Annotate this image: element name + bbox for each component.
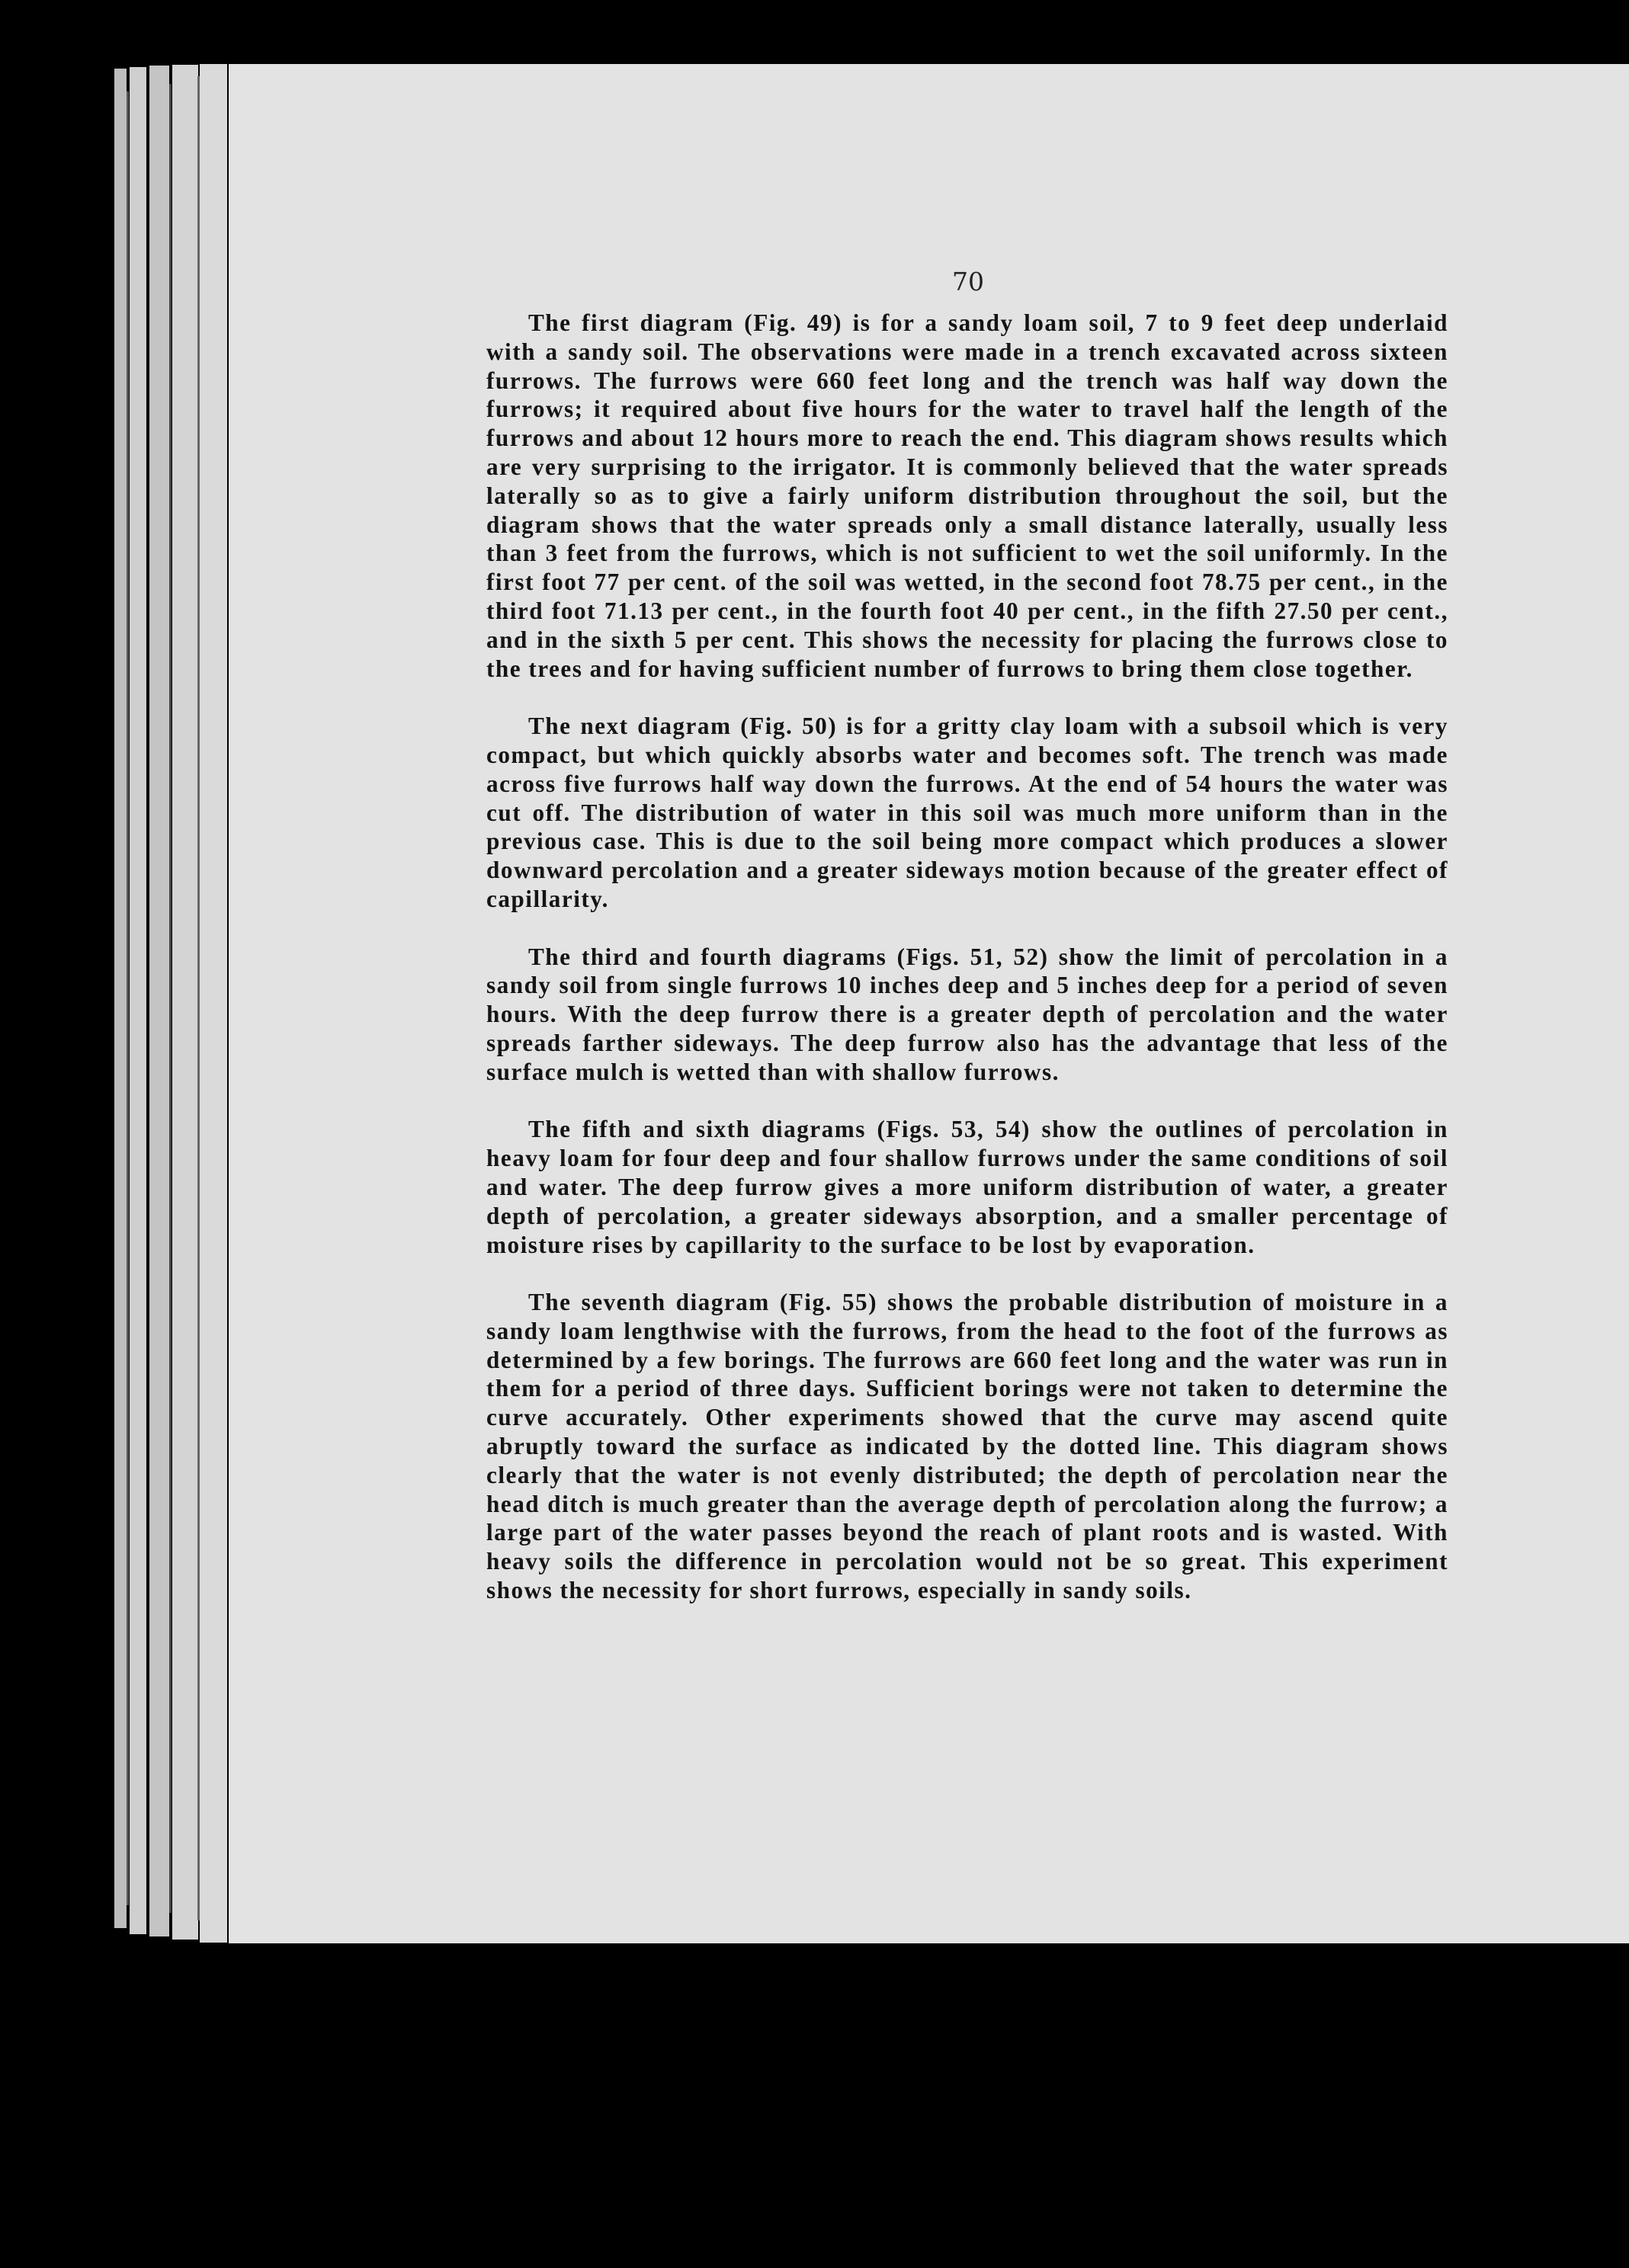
page-edge <box>114 69 127 1928</box>
paragraph: The fifth and sixth diagrams (Figs. 53, 54) show the outlines of percolation in heavy loam for four deep and four shallow furrows under the same conditions of soil and water. The deep furrow gives a more uniform distribution of water, a greater depth of percolation, a greater sideways absorption, and a smaller percentage of moisture rises by capillarity to the surface to be lost by evaporation. <box>486 1116 1448 1258</box>
paragraph: The third and fourth diagrams (Figs. 51, 52) show the limit of percolation in a sandy soil from single furrows 10 inches deep and 5 inches deep for a period of seven hours. With the deep furrow there is a greater depth of percolation and the water spreads farther sideways. The deep furrow also has the advantage that less of the surface mulch is wetted than with shallow furrows. <box>486 943 1448 1085</box>
page-number: 70 <box>952 267 984 296</box>
page-edge <box>172 65 198 1940</box>
paragraph: The first diagram (Fig. 49) is for a sandy loam soil, 7 to 9 feet deep underlaid with a sandy soil. The observations were made in a trench excavated across sixteen furrows. The furrows were 660 feet long and the trench was half way down the furrows; it required about five hours for the water to travel half the length of the furrows and about 12 hours more to reach the end. This diagram shows results which are very surprising to the irrigator. It is commonly believed that the water spreads laterally so as to give a fairly uniform distribution throughout the soil, but the diagram shows that the water spreads only a small distance laterally, usually less than 3 feet from the furrows, which is not sufficient to wet the soil uniformly. In the first foot 77 per cent. of the soil was wetted, in the second foot 78.75 per cent., in the third foot 71.13 per cent., in the fourth foot 40 per cent., in the fifth 27.50 per cent., and in the sixth 5 per cent. This shows the necessity for placing the furrows close to the trees and for having sufficient number of furrows to bring them close together. <box>486 309 1448 682</box>
body-text <box>486 309 1448 1605</box>
paragraph: The seventh diagram (Fig. 55) shows the probable distribution of moisture in a sandy loam lengthwise with the furrows, from the head to the foot of the furrows as determined by a few borings. The furrows are 660 feet long and the water was run in them for a period of three days. Sufficient borings were not taken to determine the curve accurately. Other experiments showed that the curve may ascend quite abruptly toward the surface as indicated by the dotted line. This diagram shows clearly that the water is not evenly distributed; the depth of percolation near the head ditch is much greater than the average depth of percolation along the furrow; a large part of the water passes beyond the reach of plant roots and is wasted. With heavy soils the difference in percolation would not be so great. This experiment shows the necessity for short furrows, especially in sandy soils. <box>486 1289 1448 1604</box>
page-edge-shadow <box>169 84 172 1913</box>
page-edge <box>130 67 146 1934</box>
paragraph: The next diagram (Fig. 50) is for a gritty clay loam with a subsoil which is very compact, but which quickly absorbs water and becomes soft. The trench was made across five furrows half way down the furrows. At the end of 54 hours the water was cut off. The distribution of water in this soil was much more uniform than in the previous case. This is due to the soil being more compact which produces a slower downward percolation and a greater sideways motion because of the greater effect of capillarity. <box>486 713 1448 912</box>
page-edge-shadow <box>197 76 200 1920</box>
page-edge <box>149 66 169 1936</box>
page-edge <box>200 64 227 1943</box>
page-edge-shadow <box>127 91 129 1905</box>
